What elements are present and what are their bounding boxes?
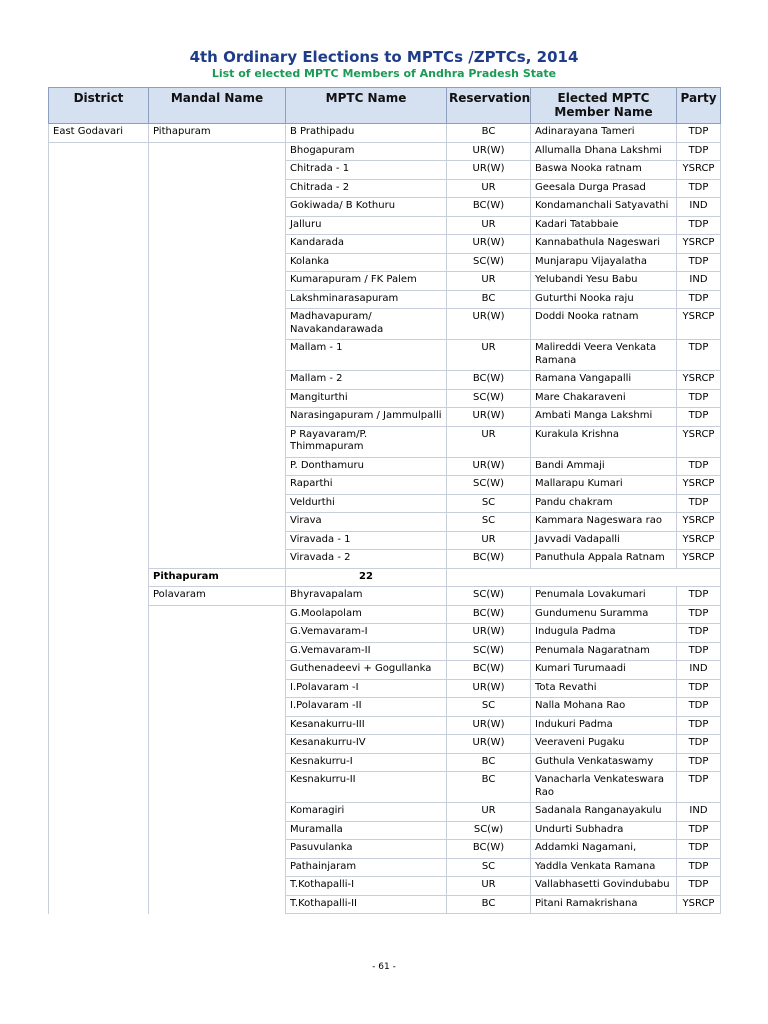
mandal-cell [149, 642, 286, 661]
mandal-cell [149, 494, 286, 513]
member-name-cell: Kondamanchali Satyavathi [531, 198, 677, 217]
reservation-cell: UR(W) [447, 235, 531, 254]
table-row [49, 803, 721, 822]
member-name-cell: Kammara Nageswara rao [531, 513, 677, 532]
mandal-cell [149, 821, 286, 840]
mptc-name-cell: G.Moolapolam [286, 605, 447, 624]
reservation-cell: SC(W) [447, 642, 531, 661]
member-name-cell: Undurti Subhadra [531, 821, 677, 840]
mandal-cell [149, 531, 286, 550]
reservation-cell: BC(W) [447, 371, 531, 390]
table-row [49, 821, 721, 840]
subtotal-label: Pithapuram [149, 568, 286, 587]
table-row [49, 179, 721, 198]
mandal-cell [149, 198, 286, 217]
reservation-cell: SC(W) [447, 389, 531, 408]
table-row [49, 272, 721, 291]
mptc-name-cell: Kesanakurru-III [286, 716, 447, 735]
reservation-cell: UR(W) [447, 716, 531, 735]
member-name-cell: Malireddi Veera Venkata Ramana [531, 340, 677, 371]
party-cell: TDP [677, 389, 721, 408]
reservation-cell: SC(W) [447, 476, 531, 495]
mptc-name-cell: Guthenadeevi + Gogullanka [286, 661, 447, 680]
table-row [49, 698, 721, 717]
party-cell: IND [677, 198, 721, 217]
party-cell: YSRCP [677, 895, 721, 914]
table-row [49, 161, 721, 180]
member-name-cell: Doddi Nooka ratnam [531, 309, 677, 340]
mptc-name-cell: Kandarada [286, 235, 447, 254]
party-cell: TDP [677, 877, 721, 896]
mptc-name-cell: T.Kothapalli-II [286, 895, 447, 914]
mandal-cell [149, 605, 286, 624]
party-cell: TDP [677, 290, 721, 309]
member-name-cell: Mare Chakaraveni [531, 389, 677, 408]
reservation-cell: BC [447, 290, 531, 309]
party-cell: TDP [677, 408, 721, 427]
reservation-cell: SC(W) [447, 253, 531, 272]
reservation-cell: UR [447, 216, 531, 235]
reservation-cell: BC(W) [447, 605, 531, 624]
district-cell [49, 679, 149, 698]
district-cell [49, 605, 149, 624]
party-cell: IND [677, 272, 721, 291]
party-cell: TDP [677, 624, 721, 643]
member-name-cell: Penumala Nagaratnam [531, 642, 677, 661]
member-name-cell: Vanacharla Venkateswara Rao [531, 772, 677, 803]
mptc-name-cell: Lakshminarasapuram [286, 290, 447, 309]
reservation-cell: UR [447, 340, 531, 371]
district-cell [49, 531, 149, 550]
member-name-cell: Nalla Mohana Rao [531, 698, 677, 717]
mptc-name-cell: T.Kothapalli-I [286, 877, 447, 896]
mandal-cell [149, 426, 286, 457]
reservation-cell: UR [447, 179, 531, 198]
mptc-name-cell: Pasuvulanka [286, 840, 447, 859]
mandal-cell [149, 661, 286, 680]
party-cell: TDP [677, 142, 721, 161]
reservation-cell: SC(W) [447, 587, 531, 606]
mandal-cell: Polavaram [149, 587, 286, 606]
district-cell [49, 840, 149, 859]
table-row [49, 408, 721, 427]
district-cell [49, 877, 149, 896]
member-name-cell: Panuthula Appala Ratnam [531, 550, 677, 569]
table-row [49, 642, 721, 661]
mptc-name-cell: Virava [286, 513, 447, 532]
table-row [49, 895, 721, 914]
mptc-name-cell: Raparthi [286, 476, 447, 495]
mandal-cell [149, 476, 286, 495]
party-cell: TDP [677, 716, 721, 735]
district-cell [49, 408, 149, 427]
table-row [49, 457, 721, 476]
party-cell: TDP [677, 735, 721, 754]
mptc-name-cell: Madhavapuram/ Navakandarawada [286, 309, 447, 340]
mandal-cell [149, 235, 286, 254]
mptc-name-cell: G.Vemavaram-II [286, 642, 447, 661]
mptc-name-cell: Mallam - 2 [286, 371, 447, 390]
district-cell [49, 895, 149, 914]
mandal-cell [149, 513, 286, 532]
table-row [49, 309, 721, 340]
mandal-cell [149, 679, 286, 698]
party-cell: TDP [677, 821, 721, 840]
district-cell [49, 340, 149, 371]
party-cell: TDP [677, 253, 721, 272]
mandal-cell [149, 698, 286, 717]
mptc-name-cell: I.Polavaram -II [286, 698, 447, 717]
reservation-cell: UR(W) [447, 161, 531, 180]
mptc-name-cell: Muramalla [286, 821, 447, 840]
member-name-cell: Ambati Manga Lakshmi [531, 408, 677, 427]
table-row [49, 426, 721, 457]
district-cell [49, 272, 149, 291]
subtotal-empty [447, 568, 721, 587]
member-name-cell: Mallarapu Kumari [531, 476, 677, 495]
member-name-cell: Guthula Venkataswamy [531, 753, 677, 772]
mptc-name-cell: Chitrada - 2 [286, 179, 447, 198]
party-cell: TDP [677, 605, 721, 624]
member-name-cell: Kumari Turumaadi [531, 661, 677, 680]
mptc-name-cell: P. Donthamuru [286, 457, 447, 476]
mandal-cell [149, 772, 286, 803]
member-name-cell: Addamki Nagamani, [531, 840, 677, 859]
reservation-cell: UR(W) [447, 679, 531, 698]
member-name-cell: Kurakula Krishna [531, 426, 677, 457]
table-row [49, 531, 721, 550]
party-cell: TDP [677, 698, 721, 717]
mptc-name-cell: Kumarapuram / FK Palem [286, 272, 447, 291]
mandal-cell [149, 716, 286, 735]
member-name-cell: Kannabathula Nageswari [531, 235, 677, 254]
district-cell [49, 253, 149, 272]
member-name-cell: Bandi Ammaji [531, 457, 677, 476]
table-row [49, 476, 721, 495]
district-cell [49, 309, 149, 340]
mptc-name-cell: Bhyravapalam [286, 587, 447, 606]
party-cell: TDP [677, 753, 721, 772]
member-name-cell: Yelubandi Yesu Babu [531, 272, 677, 291]
party-cell: YSRCP [677, 371, 721, 390]
reservation-cell: BC [447, 124, 531, 143]
table-row [49, 142, 721, 161]
mandal-cell [149, 895, 286, 914]
mptc-name-cell: Kesnakurru-I [286, 753, 447, 772]
mandal-cell [149, 735, 286, 754]
district-cell [49, 179, 149, 198]
member-name-cell: Penumala Lovakumari [531, 587, 677, 606]
district-cell [49, 858, 149, 877]
member-name-cell: Baswa Nooka ratnam [531, 161, 677, 180]
table-row [49, 124, 721, 143]
mandal-cell [149, 457, 286, 476]
member-name-cell: Javvadi Vadapalli [531, 531, 677, 550]
table-row [49, 216, 721, 235]
district-cell [49, 426, 149, 457]
member-name-cell: Guturthi Nooka raju [531, 290, 677, 309]
party-cell: TDP [677, 216, 721, 235]
mandal-cell: Pithapuram [149, 124, 286, 143]
reservation-cell: UR [447, 531, 531, 550]
mandal-cell [149, 371, 286, 390]
member-name-cell: Yaddla Venkata Ramana [531, 858, 677, 877]
table-row [49, 389, 721, 408]
party-cell: TDP [677, 457, 721, 476]
member-name-cell: Pitani Ramakrishana [531, 895, 677, 914]
party-cell: TDP [677, 340, 721, 371]
mandal-cell [149, 290, 286, 309]
party-cell: TDP [677, 772, 721, 803]
mptc-name-cell: Viravada - 1 [286, 531, 447, 550]
reservation-cell: UR(W) [447, 408, 531, 427]
party-cell: YSRCP [677, 161, 721, 180]
party-cell: TDP [677, 840, 721, 859]
mptc-name-cell: Chitrada - 1 [286, 161, 447, 180]
member-name-cell: Geesala Durga Prasad [531, 179, 677, 198]
mptc-name-cell: Kolanka [286, 253, 447, 272]
table-row [49, 513, 721, 532]
member-name-cell: Munjarapu Vijayalatha [531, 253, 677, 272]
mandal-cell [149, 272, 286, 291]
reservation-cell: BC(W) [447, 550, 531, 569]
table-row [49, 550, 721, 569]
party-cell: TDP [677, 124, 721, 143]
reservation-cell: BC [447, 753, 531, 772]
mandal-cell [149, 253, 286, 272]
reservation-cell: SC(w) [447, 821, 531, 840]
member-name-cell: Sadanala Ranganayakulu [531, 803, 677, 822]
reservation-cell: UR(W) [447, 142, 531, 161]
district-cell [49, 494, 149, 513]
member-name-cell: Indukuri Padma [531, 716, 677, 735]
party-cell: IND [677, 803, 721, 822]
district-cell [49, 476, 149, 495]
mptc-name-cell: Kesanakurru-IV [286, 735, 447, 754]
reservation-cell: BC(W) [447, 840, 531, 859]
mandal-cell [149, 877, 286, 896]
party-cell: TDP [677, 494, 721, 513]
reservation-cell: UR(W) [447, 457, 531, 476]
reservation-cell: SC [447, 494, 531, 513]
member-name-cell: Indugula Padma [531, 624, 677, 643]
mandal-cell [149, 309, 286, 340]
reservation-cell: UR [447, 426, 531, 457]
table-row [49, 772, 721, 803]
mptc-name-cell: P Rayavaram/P. Thimmapuram [286, 426, 447, 457]
mptc-name-cell: Narasingapuram / Jammulpalli [286, 408, 447, 427]
table-row [49, 661, 721, 680]
member-name-cell: Veeraveni Pugaku [531, 735, 677, 754]
mptc-name-cell: Mallam - 1 [286, 340, 447, 371]
party-cell: TDP [677, 858, 721, 877]
header-row [49, 88, 721, 124]
district-cell [49, 161, 149, 180]
district-cell [49, 661, 149, 680]
col-header-mandal: Mandal Name [149, 88, 286, 124]
reservation-cell: BC(W) [447, 661, 531, 680]
table-row [49, 290, 721, 309]
col-header-reservation: Reservation [447, 88, 531, 124]
mandal-cell [149, 803, 286, 822]
district-cell [49, 568, 149, 587]
district-cell [49, 389, 149, 408]
mptc-name-cell: Pathainjaram [286, 858, 447, 877]
district-cell [49, 642, 149, 661]
table-row [49, 587, 721, 606]
mandal-cell [149, 216, 286, 235]
reservation-cell: SC [447, 513, 531, 532]
district-cell [49, 550, 149, 569]
member-name-cell: Pandu chakram [531, 494, 677, 513]
page-subtitle: List of elected MPTC Members of Andhra Pradesh State [211, 67, 557, 80]
member-name-cell: Tota Revathi [531, 679, 677, 698]
reservation-cell: UR [447, 877, 531, 896]
party-cell: TDP [677, 679, 721, 698]
party-cell: YSRCP [677, 426, 721, 457]
district-cell [49, 803, 149, 822]
table-row [49, 605, 721, 624]
member-name-cell: Ramana Vangapalli [531, 371, 677, 390]
district-cell [49, 735, 149, 754]
reservation-cell: UR(W) [447, 735, 531, 754]
mptc-name-cell: Viravada - 2 [286, 550, 447, 569]
mandal-cell [149, 858, 286, 877]
district-cell [49, 624, 149, 643]
district-cell [49, 698, 149, 717]
member-name-cell: Gundumenu Suramma [531, 605, 677, 624]
mandal-cell [149, 161, 286, 180]
reservation-cell: BC [447, 895, 531, 914]
col-header-party: Party [677, 88, 721, 124]
mandal-cell [149, 179, 286, 198]
district-cell [49, 235, 149, 254]
mandal-cell [149, 624, 286, 643]
table-row [49, 198, 721, 217]
page-number: - 61 - [372, 962, 396, 972]
mptc-name-cell: I.Polavaram -I [286, 679, 447, 698]
member-name-cell: Vallabhasetti Govindubabu [531, 877, 677, 896]
district-cell [49, 821, 149, 840]
table-row [49, 716, 721, 735]
district-cell [49, 513, 149, 532]
table-row [49, 340, 721, 371]
mptc-name-cell: Bhogapuram [286, 142, 447, 161]
district-cell [49, 198, 149, 217]
table-row [49, 858, 721, 877]
party-cell: TDP [677, 642, 721, 661]
page-title: 4th Ordinary Elections to MPTCs /ZPTCs, 2014 [189, 48, 579, 66]
table-row [49, 753, 721, 772]
table-row [49, 371, 721, 390]
party-cell: YSRCP [677, 550, 721, 569]
mptc-name-cell: Kesnakurru-II [286, 772, 447, 803]
table-row [49, 679, 721, 698]
results-table [48, 87, 721, 914]
table-row [49, 735, 721, 754]
member-name-cell: Kadari Tatabbaie [531, 216, 677, 235]
table-row [49, 840, 721, 859]
subtotal-count: 22 [286, 568, 447, 587]
district-cell [49, 371, 149, 390]
table-row [49, 235, 721, 254]
mandal-cell [149, 550, 286, 569]
district-cell [49, 457, 149, 476]
mandal-cell [149, 142, 286, 161]
district-cell: East Godavari [49, 124, 149, 143]
party-cell: IND [677, 661, 721, 680]
reservation-cell: SC [447, 858, 531, 877]
mandal-cell [149, 340, 286, 371]
subtotal-row [49, 568, 721, 587]
mptc-name-cell: Gokiwada/ B Kothuru [286, 198, 447, 217]
table-row [49, 494, 721, 513]
mptc-name-cell: Komaragiri [286, 803, 447, 822]
col-header-district: District [49, 88, 149, 124]
party-cell: TDP [677, 179, 721, 198]
reservation-cell: SC [447, 698, 531, 717]
party-cell: YSRCP [677, 476, 721, 495]
district-cell [49, 753, 149, 772]
member-name-cell: Allumalla Dhana Lakshmi [531, 142, 677, 161]
party-cell: YSRCP [677, 309, 721, 340]
party-cell: YSRCP [677, 531, 721, 550]
district-cell [49, 290, 149, 309]
table-row [49, 253, 721, 272]
mandal-cell [149, 389, 286, 408]
reservation-cell: UR [447, 803, 531, 822]
mptc-name-cell: Veldurthi [286, 494, 447, 513]
table-row [49, 624, 721, 643]
reservation-cell: UR [447, 272, 531, 291]
party-cell: TDP [677, 587, 721, 606]
district-cell [49, 716, 149, 735]
reservation-cell: BC [447, 772, 531, 803]
col-header-member: Elected MPTC Member Name [531, 88, 677, 124]
reservation-cell: BC(W) [447, 198, 531, 217]
table-row [49, 877, 721, 896]
mptc-name-cell: Jalluru [286, 216, 447, 235]
mptc-name-cell: B Prathipadu [286, 124, 447, 143]
member-name-cell: Adinarayana Tameri [531, 124, 677, 143]
mandal-cell [149, 840, 286, 859]
mptc-name-cell: G.Vemavaram-I [286, 624, 447, 643]
party-cell: YSRCP [677, 513, 721, 532]
district-cell [49, 772, 149, 803]
district-cell [49, 142, 149, 161]
col-header-mptc: MPTC Name [286, 88, 447, 124]
mandal-cell [149, 408, 286, 427]
mptc-name-cell: Mangiturthi [286, 389, 447, 408]
party-cell: YSRCP [677, 235, 721, 254]
district-cell [49, 216, 149, 235]
district-cell [49, 587, 149, 606]
mandal-cell [149, 753, 286, 772]
reservation-cell: UR(W) [447, 624, 531, 643]
reservation-cell: UR(W) [447, 309, 531, 340]
